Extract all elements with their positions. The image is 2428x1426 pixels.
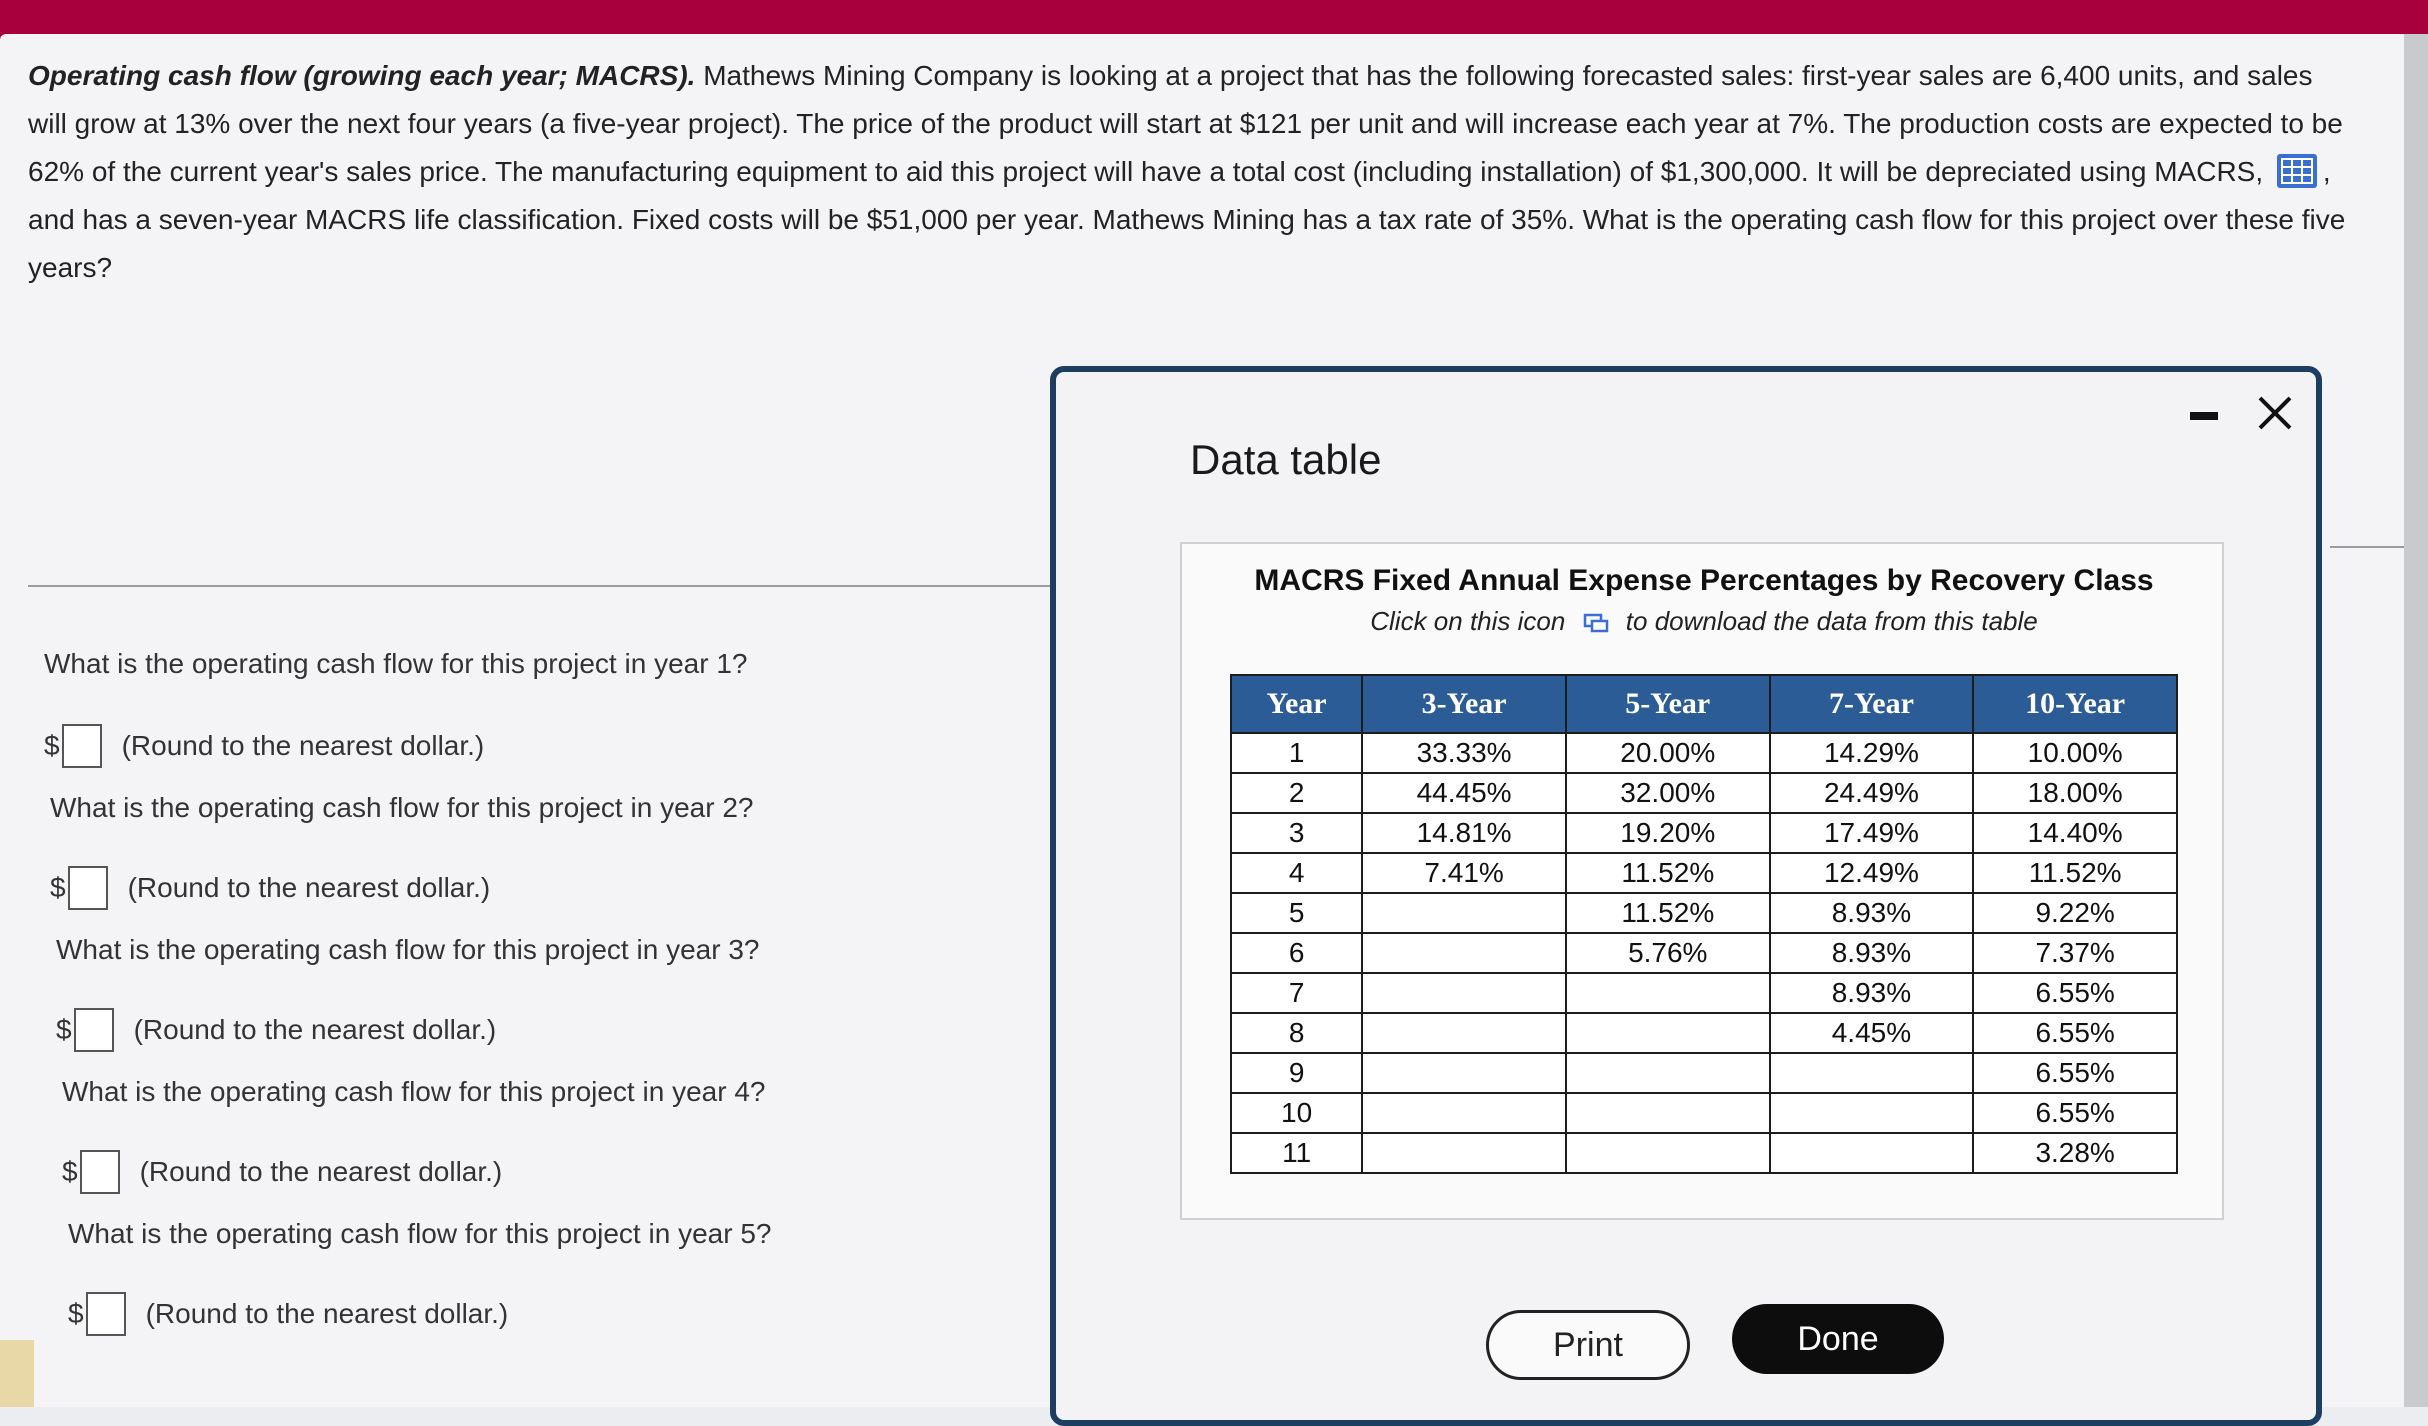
data-table-dialog <box>1050 366 2322 1426</box>
currency-symbol: $ <box>50 872 66 903</box>
percentage-cell: 20.00% <box>1566 733 1770 773</box>
column-header: 5-Year <box>1566 675 1770 733</box>
percentage-cell <box>1566 973 1770 1013</box>
column-header: 7-Year <box>1770 675 1974 733</box>
percentage-cell <box>1362 933 1566 973</box>
percentage-cell: 11.52% <box>1566 853 1770 893</box>
percentage-cell: 7.41% <box>1362 853 1566 893</box>
macrs-table <box>1230 674 2178 1174</box>
currency-symbol: $ <box>68 1298 84 1329</box>
answer-year-3 <box>56 1008 496 1052</box>
percentage-cell: 14.81% <box>1362 813 1566 853</box>
percentage-cell: 5.76% <box>1566 933 1770 973</box>
answer-hint: (Round to the nearest dollar.) <box>145 1298 509 1329</box>
percentage-cell: 11.52% <box>1566 893 1770 933</box>
table-title: MACRS Fixed Annual Expense Percentages by Recovery Class <box>1254 564 2154 597</box>
table-row <box>1231 773 2177 813</box>
percentage-cell <box>1770 1053 1974 1093</box>
table-row <box>1231 973 2177 1013</box>
table-row <box>1231 813 2177 853</box>
question-year-4: What is the operating cash flow for this project in year 4? <box>62 1076 766 1107</box>
table-row <box>1231 1093 2177 1133</box>
answer-year-5 <box>68 1292 508 1336</box>
year-cell: 5 <box>1231 893 1362 933</box>
question-year-5: What is the operating cash flow for this project in year 5? <box>68 1218 772 1249</box>
percentage-cell: 8.93% <box>1770 893 1974 933</box>
table-header-row <box>1231 675 2177 733</box>
answer-hint: (Round to the nearest dollar.) <box>121 730 485 761</box>
year-cell: 4 <box>1231 853 1362 893</box>
year-cell: 1 <box>1231 733 1362 773</box>
percentage-cell: 18.00% <box>1973 773 2177 813</box>
percentage-cell <box>1362 1053 1566 1093</box>
answer-input-year-4[interactable] <box>80 1150 120 1194</box>
percentage-cell <box>1770 1133 1974 1173</box>
column-header: 3-Year <box>1362 675 1566 733</box>
table-row <box>1231 853 2177 893</box>
table-row <box>1231 1053 2177 1093</box>
percentage-cell: 9.22% <box>1973 893 2177 933</box>
download-icon[interactable] <box>1583 612 1609 634</box>
answer-hint: (Round to the nearest dollar.) <box>133 1014 497 1045</box>
currency-symbol: $ <box>56 1014 72 1045</box>
year-cell: 7 <box>1231 973 1362 1013</box>
percentage-cell: 44.45% <box>1362 773 1566 813</box>
column-header: Year <box>1231 675 1362 733</box>
answer-hint: (Round to the nearest dollar.) <box>127 872 491 903</box>
percentage-cell: 14.40% <box>1973 813 2177 853</box>
percentage-cell: 33.33% <box>1362 733 1566 773</box>
table-row <box>1231 733 2177 773</box>
percentage-cell: 24.49% <box>1770 773 1974 813</box>
percentage-cell: 12.49% <box>1770 853 1974 893</box>
question-year-2: What is the operating cash flow for this project in year 2? <box>50 792 754 823</box>
year-cell: 2 <box>1231 773 1362 813</box>
section-divider <box>28 585 1058 587</box>
percentage-cell: 7.37% <box>1973 933 2177 973</box>
percentage-cell <box>1770 1093 1974 1133</box>
percentage-cell: 8.93% <box>1770 933 1974 973</box>
percentage-cell: 14.29% <box>1770 733 1974 773</box>
answer-input-year-3[interactable] <box>74 1008 114 1052</box>
year-cell: 6 <box>1231 933 1362 973</box>
table-row <box>1231 1133 2177 1173</box>
percentage-cell: 11.52% <box>1973 853 2177 893</box>
answer-input-year-2[interactable] <box>68 866 108 910</box>
percentage-cell: 17.49% <box>1770 813 1974 853</box>
question-year-1: What is the operating cash flow for this project in year 1? <box>44 648 748 679</box>
answer-year-1 <box>44 724 484 768</box>
table-row <box>1231 933 2177 973</box>
corner-decoration <box>0 1340 34 1407</box>
percentage-cell: 6.55% <box>1973 973 2177 1013</box>
table-body <box>1231 733 2177 1173</box>
percentage-cell <box>1566 1093 1770 1133</box>
close-icon[interactable] <box>2252 390 2298 436</box>
year-cell: 10 <box>1231 1093 1362 1133</box>
percentage-cell <box>1566 1013 1770 1053</box>
problem-text-part1: Mathews Mining Company is looking at a project that has the following forecasted sales: first-year sales are 6,400 units, and sales will grow at 13% over the next four years (a five-year project). The price of the product will start at $121 per unit and will increase each year at 7%. The production costs are expected to be 62% of the current year's sales price. The manufacturing equipment to aid this project will have a total cost (including installation) of $1,300,000. It will be depreciated using MACRS, <box>28 60 2343 187</box>
question-year-3: What is the operating cash flow for this project in year 3? <box>56 934 760 965</box>
dialog-title: Data table <box>1190 436 1382 483</box>
minimize-icon[interactable] <box>2190 412 2218 420</box>
percentage-cell: 8.93% <box>1770 973 1974 1013</box>
section-divider-right <box>2330 546 2404 548</box>
percentage-cell: 3.28% <box>1973 1133 2177 1173</box>
percentage-cell: 10.00% <box>1973 733 2177 773</box>
currency-symbol: $ <box>62 1156 78 1187</box>
currency-symbol: $ <box>44 730 60 761</box>
table-row <box>1231 1013 2177 1053</box>
percentage-cell: 6.55% <box>1973 1053 2177 1093</box>
percentage-cell: 19.20% <box>1566 813 1770 853</box>
answer-input-year-1[interactable] <box>62 724 102 768</box>
percentage-cell: 6.55% <box>1973 1093 2177 1133</box>
table-subtitle <box>1182 606 2226 637</box>
percentage-cell <box>1566 1053 1770 1093</box>
year-cell: 11 <box>1231 1133 1362 1173</box>
percentage-cell <box>1362 893 1566 933</box>
subtitle-text-before: Click on this icon <box>1370 606 1566 636</box>
percentage-cell: 4.45% <box>1770 1013 1974 1053</box>
answer-year-4 <box>62 1150 502 1194</box>
subtitle-text-after: to download the data from this table <box>1625 606 2038 636</box>
percentage-cell <box>1362 1013 1566 1053</box>
year-cell: 9 <box>1231 1053 1362 1093</box>
percentage-cell <box>1362 1093 1566 1133</box>
done-button[interactable]: Done <box>1732 1304 1944 1374</box>
percentage-cell <box>1566 1133 1770 1173</box>
answer-input-year-5[interactable] <box>86 1292 126 1336</box>
table-row <box>1231 893 2177 933</box>
problem-title: Operating cash flow (growing each year; MACRS). <box>28 60 696 91</box>
problem-text-part2: , and has a seven-year MACRS life classification. Fixed costs will be $51,000 per year. Mathews Mining has a tax rate of 35%. What is the operating cash flow for this project over these five years? <box>28 156 2346 283</box>
year-cell: 3 <box>1231 813 1362 853</box>
answer-hint: (Round to the nearest dollar.) <box>139 1156 503 1187</box>
percentage-cell <box>1362 973 1566 1013</box>
percentage-cell <box>1362 1133 1566 1173</box>
right-edge <box>2404 34 2428 1407</box>
table-grid-icon[interactable] <box>2277 154 2317 188</box>
problem-statement <box>28 52 2358 292</box>
column-header: 10-Year <box>1973 675 2177 733</box>
macrs-table-panel <box>1180 542 2224 1220</box>
percentage-cell: 32.00% <box>1566 773 1770 813</box>
answer-year-2 <box>50 866 490 910</box>
year-cell: 8 <box>1231 1013 1362 1053</box>
print-button[interactable]: Print <box>1486 1310 1690 1380</box>
percentage-cell: 6.55% <box>1973 1013 2177 1053</box>
